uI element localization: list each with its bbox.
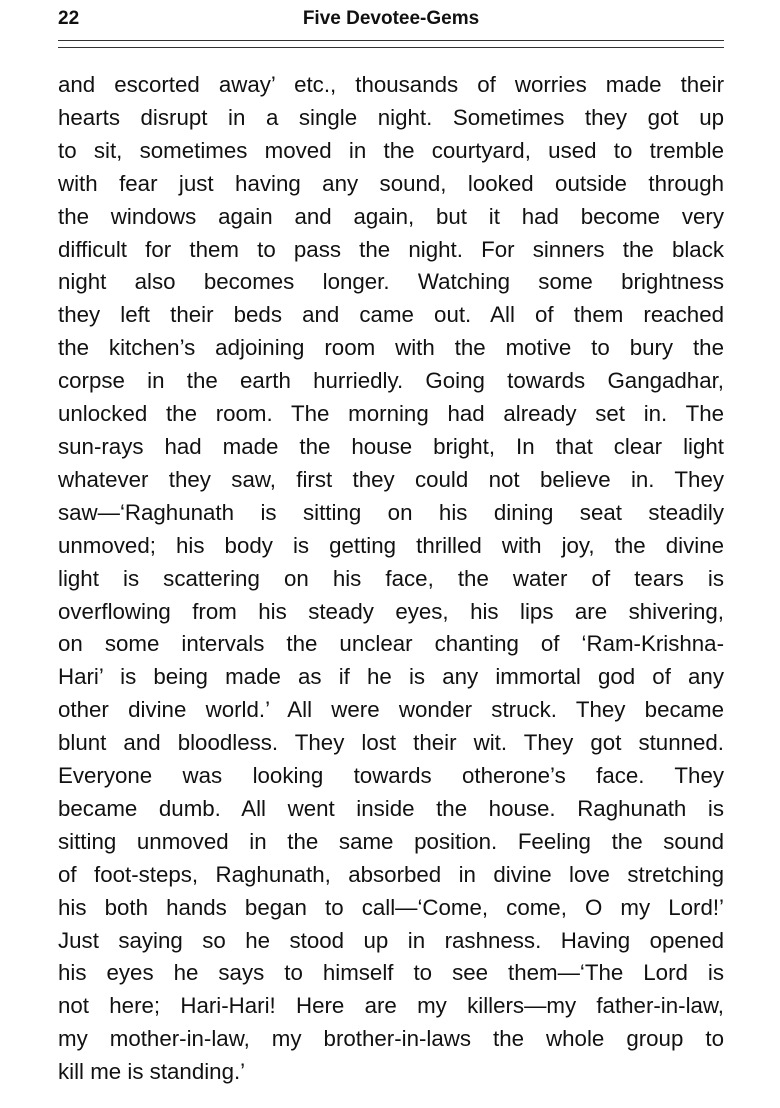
text-line: the kitchen’s adjoining room with the motive to bury the xyxy=(58,335,724,361)
page-number: 22 xyxy=(58,8,80,29)
body-text xyxy=(58,69,724,1089)
text-line: corpse in the earth hurriedly. Going towards Gangadhar, xyxy=(58,368,724,394)
text-line: sun-rays had made the house bright, In that clear light xyxy=(58,433,724,459)
text-line: became dumb. All went inside the house. Raghunath is xyxy=(58,795,724,821)
text-line: of foot-steps, Raghunath, absorbed in divine love stretching xyxy=(58,861,724,887)
text-line: and escorted away’ etc., thousands of worries made their xyxy=(58,72,724,97)
text-line: my mother-in-law, my brother-in-laws the whole group to xyxy=(58,1026,724,1052)
text-line: Hari’ is being made as if he is any immortal god of any xyxy=(58,664,724,690)
text-line: to sit, sometimes moved in the courtyard, used to tremble xyxy=(58,137,724,163)
text-line: on some intervals the unclear chanting of ‘Ram-Krishna- xyxy=(58,631,724,657)
text-line: difficult for them to pass the night. For sinners the black xyxy=(58,236,724,262)
text-line: other divine world.’ All were wonder struck. They became xyxy=(58,697,724,723)
page-header xyxy=(58,6,724,32)
text-line: the windows again and again, but it had become very xyxy=(58,203,724,229)
text-line: they left their beds and came out. All of them reached xyxy=(58,302,724,328)
text-line: hearts disrupt in a single night. Sometimes they got up xyxy=(58,104,724,130)
text-line: not here; Hari-Hari! Here are my killers—my father-in-law, xyxy=(58,993,724,1019)
text-line: saw—‘Raghunath is sitting on his dining seat steadily xyxy=(58,499,724,525)
header-rule xyxy=(58,40,724,48)
text-line: Just saying so he stood up in rashness. Having opened xyxy=(58,927,724,953)
text-line: kill me is standing.’ xyxy=(58,1059,246,1085)
text-line: Everyone was looking towards otherone’s face. They xyxy=(58,763,724,789)
text-line: his both hands began to call—‘Come, come, O my Lord!’ xyxy=(58,894,724,920)
text-line: blunt and bloodless. They lost their wit. They got stunned. xyxy=(58,730,724,756)
text-line: unmoved; his body is getting thrilled with joy, the divine xyxy=(58,532,724,558)
text-line: night also becomes longer. Watching some brightness xyxy=(58,269,724,295)
running-title: Five Devotee-Gems xyxy=(302,8,480,29)
text-line: light is scattering on his face, the water of tears is xyxy=(58,565,724,591)
text-line: overflowing from his steady eyes, his lips are shivering, xyxy=(58,598,724,624)
text-line: his eyes he says to himself to see them—‘The Lord is xyxy=(58,960,724,986)
text-line: whatever they saw, first they could not believe in. They xyxy=(58,466,724,492)
text-line: unlocked the room. The morning had already set in. The xyxy=(58,401,724,427)
text-line: sitting unmoved in the same position. Feeling the sound xyxy=(58,828,724,854)
text-line: with fear just having any sound, looked outside through xyxy=(58,170,724,196)
